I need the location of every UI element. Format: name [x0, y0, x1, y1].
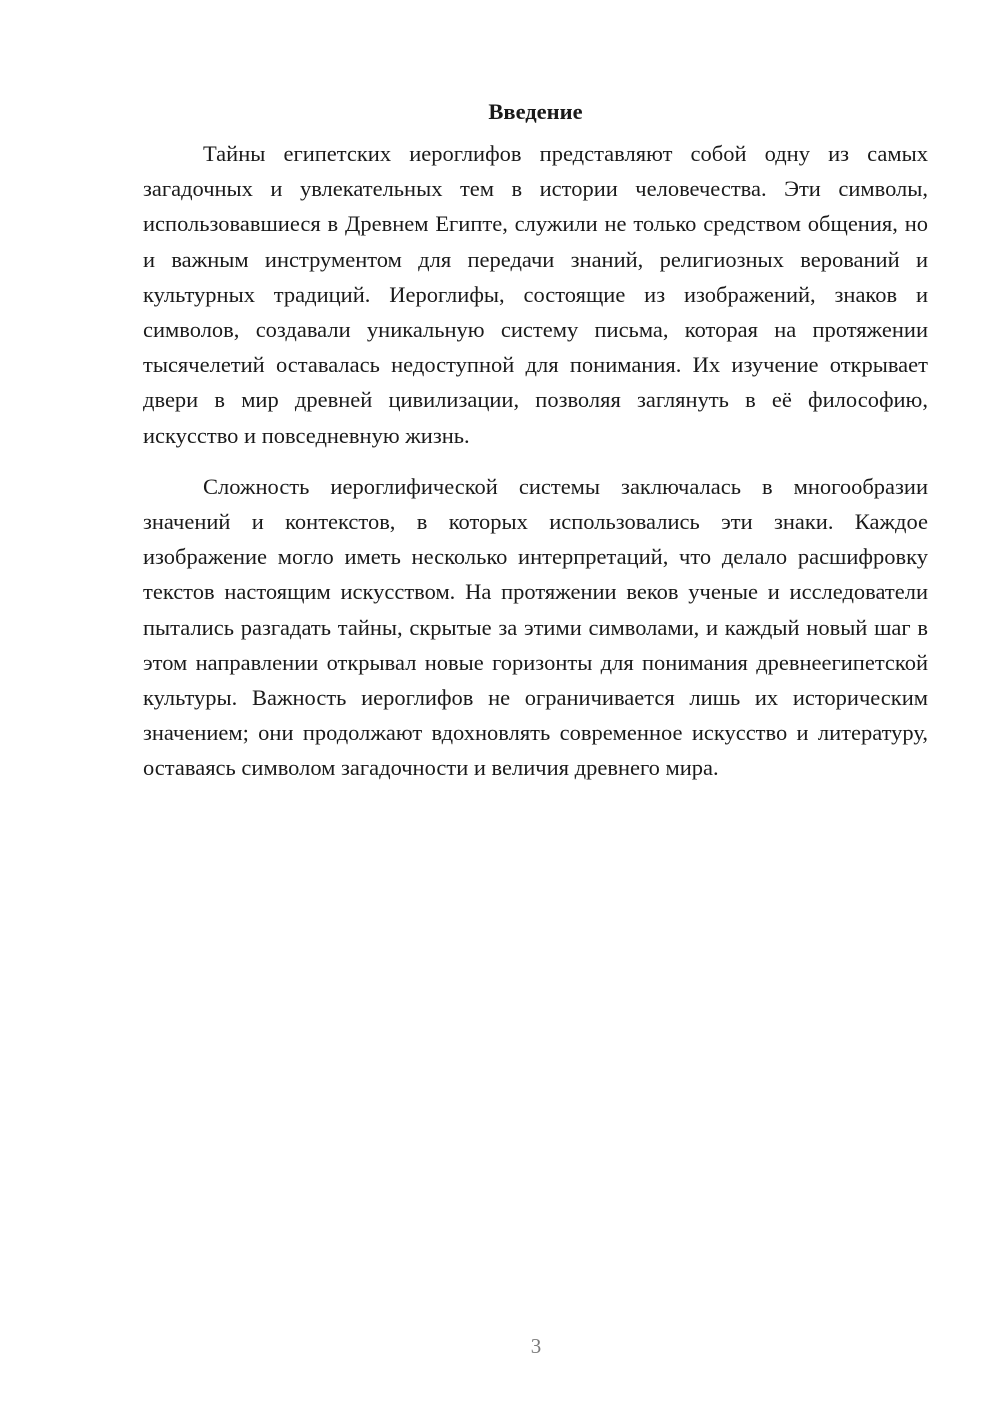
section-heading: Введение	[488, 99, 583, 124]
body-paragraph-2: Сложность иероглифической системы заключалась в многообразии значений и контекстов, в которых использовались эти знаки. Каждое изображение могло иметь несколько интерпретаций, что делало расшифровку текстов настоящим искусством. На протяжении веков ученые и исследователи пытались разгадать тайны, скрытые за этими символами, и каждый новый шаг в этом направлении открывал новые горизонты для понимания древнеегипетской культуры. Важность иероглифов не ограничивается лишь их историческим значением; они продолжают вдохновлять современное искусство и литературу, оставаясь символом загадочности и величия древнего мира.	[143, 473, 928, 781]
page-content	[143, 97, 928, 786]
page-number: 3	[530, 1334, 542, 1358]
body-paragraph-1: Тайны египетских иероглифов представляют собой одну из самых загадочных и увлекательных тем в истории человечества. Эти символы, использовавшиеся в Древнем Египте, служили не только средством общения, но и важным инструментом для передачи знаний, религиозных верований и культурных традиций. Иероглифы, состоящие из изображений, знаков и символов, создавали уникальную систему письма, которая на протяжении тысячелетий оставалась недоступной для понимания. Их изучение открывает двери в мир древней цивилизации, позволяя заглянуть в её философию, искусство и повседневную жизнь.	[143, 141, 928, 448]
